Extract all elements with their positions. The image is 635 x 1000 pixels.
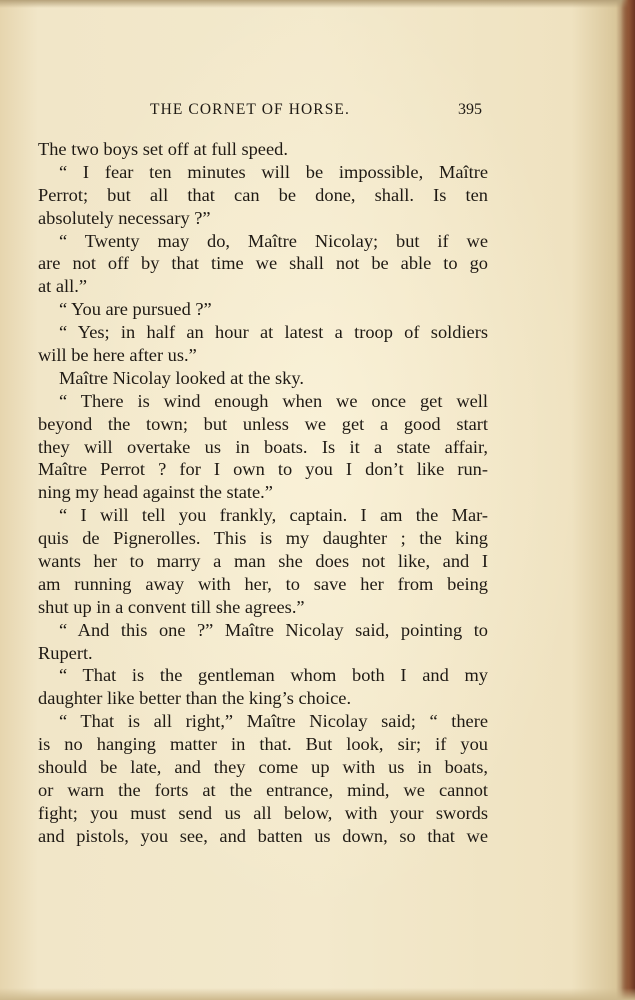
text-line: is no hanging matter in that. But look, sir; if you bbox=[38, 734, 488, 755]
text-line: The two boys set off at full speed. bbox=[38, 139, 288, 159]
text-line: Maître Perrot ? for I own to you I don’t like run- bbox=[38, 459, 488, 480]
text-line: “ That is the gentleman whom both I and my bbox=[59, 665, 488, 686]
text-line: “ Twenty may do, Maître Nicolay; but if we bbox=[59, 230, 488, 251]
text-line: are not off by that time we shall not be able to go bbox=[38, 253, 488, 274]
text-line: daughter like better than the king’s choice. bbox=[38, 688, 352, 709]
running-title: THE CORNET OF HORSE. bbox=[150, 101, 350, 118]
text-line: beyond the town; but unless we get a good start bbox=[38, 413, 488, 434]
text-line: they will overtake us in boats. Is it a state affair, bbox=[38, 436, 488, 457]
text-line: am running away with her, to save her from being bbox=[38, 573, 488, 594]
text-line: “ Yes; in half an hour at latest a troop of soldiers bbox=[59, 322, 488, 343]
page-spine-edge bbox=[621, 0, 635, 1000]
text-line: quis de Pignerolles. This is my daughter ; the king bbox=[38, 528, 488, 549]
text-line: “ I will tell you frankly, captain. I am the Mar- bbox=[59, 505, 488, 526]
text-line: “ And this one ?” Maître Nicolay said, pointing to bbox=[59, 619, 488, 640]
text-line: fight; you must send us all below, with your swords bbox=[38, 802, 488, 823]
text-line: wants her to marry a man she does not like, and I bbox=[38, 551, 488, 572]
text-line: or warn the forts at the entrance, mind, we cannot bbox=[38, 779, 488, 800]
text-line: and pistols, you see, and batten us down, so that we bbox=[38, 825, 488, 846]
text-line: “ You are pursued ?” bbox=[59, 299, 212, 320]
text-line: Perrot; but all that can be done, shall. Is ten bbox=[38, 184, 488, 205]
text-line: Maître Nicolay looked at the sky. bbox=[59, 367, 304, 388]
text-line: “ I fear ten minutes will be impossible, Maître bbox=[59, 161, 488, 182]
page-bottom-edge bbox=[0, 988, 635, 1000]
text-line: will be here after us.” bbox=[38, 345, 197, 366]
text-line: at all.” bbox=[38, 276, 88, 297]
text-line: Rupert. bbox=[38, 642, 93, 663]
text-line: should be late, and they come up with us in boats, bbox=[38, 757, 488, 778]
text-line: “ There is wind enough when we once get well bbox=[59, 390, 488, 411]
page-header bbox=[0, 101, 635, 125]
text-line: ning my head against the state.” bbox=[38, 482, 273, 503]
text-line: “ That is all right,” Maître Nicolay said; “ there bbox=[59, 711, 488, 732]
text-line: shut up in a convent till she agrees.” bbox=[38, 596, 305, 617]
page-top-edge bbox=[0, 0, 635, 8]
text-line: absolutely necessary ?” bbox=[38, 207, 211, 228]
body-text bbox=[38, 138, 488, 848]
page-number: 395 bbox=[458, 101, 482, 118]
